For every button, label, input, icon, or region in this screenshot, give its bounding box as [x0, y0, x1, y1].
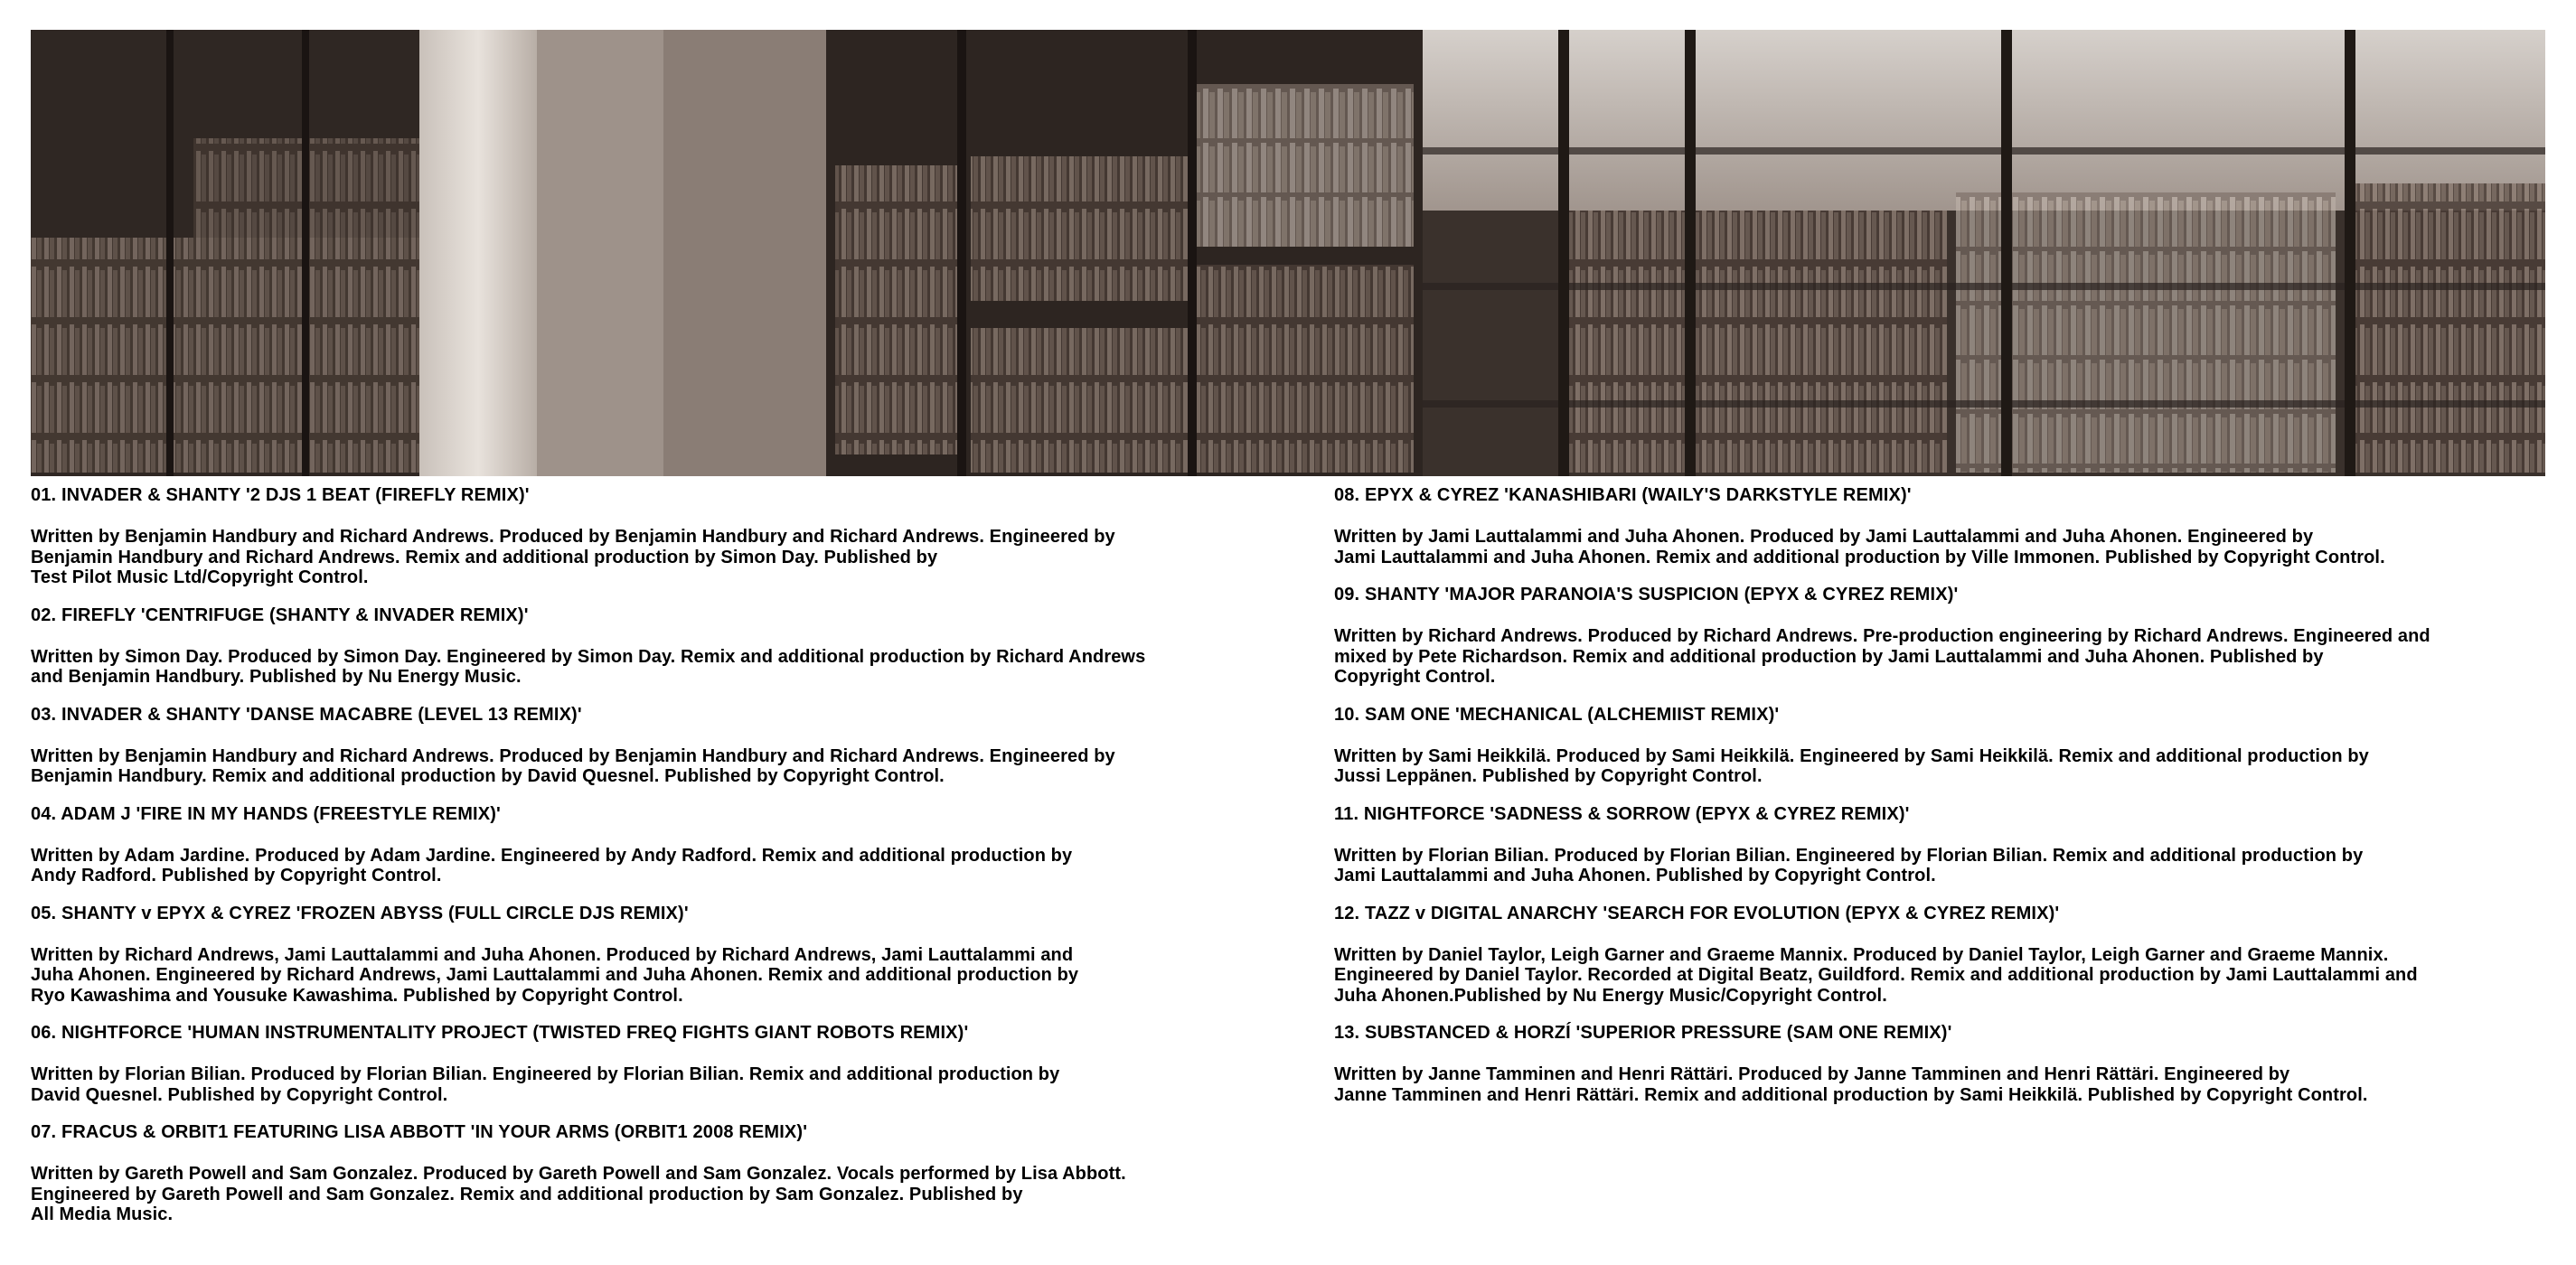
track-credits: Written by Richard Andrews, Jami Lauttalammi and Juha Ahonen. Produced by Richard Andrews, Jami Lauttalammi and Juha Ahonen. Engineered by Richard Andrews, Jami Lauttalammi and Juha Ahonen. Remix and additional production by Ryo Kawashima and Yousuke Kawashima. Published by Copyright Control. — [31, 944, 1079, 1006]
track-entry — [31, 1122, 1332, 1225]
track-entry — [31, 485, 1332, 588]
track-credits: Written by Gareth Powell and Sam Gonzalez. Produced by Gareth Powell and Sam Gonzalez. Vocals performed by Lisa Abbott. Engineered by Gareth Powell and Sam Gonzalez. Remix and additional production by Sam Gonzalez. Published by All Media Music. — [31, 1164, 1126, 1224]
track-credits: Written by Florian Bilian. Produced by Florian Bilian. Engineered by Florian Bilian. Remix and additional production by David Quesnel. Published by Copyright Control. — [31, 1064, 1060, 1105]
track-title: 11. NIGHTFORCE 'SADNESS & SORROW (EPYX & CYREZ REMIX)' — [1334, 803, 1910, 824]
track-credits: Written by Janne Tamminen and Henri Rättäri. Produced by Janne Tamminen and Henri Rättäri. Engineered by Janne Tamminen and Henri Rättäri. Remix and additional production by Sami Heikkilä. Published by Copyright Control. — [1334, 1064, 2368, 1105]
track-list-right — [1334, 485, 2554, 1122]
track-entry — [1334, 1023, 2554, 1105]
track-credits: Written by Jami Lauttalammi and Juha Ahonen. Produced by Jami Lauttalammi and Juha Ahonen. Engineered by Jami Lauttalammi and Juha Ahonen. Remix and additional production by Ville Immonen. Published by Copyright Control. — [1334, 527, 2385, 567]
track-title: 02. FIREFLY 'CENTRIFUGE (SHANTY & INVADER REMIX)' — [31, 604, 529, 625]
track-title: 01. INVADER & SHANTY '2 DJS 1 BEAT (FIREFLY REMIX)' — [31, 485, 530, 505]
track-credits: Written by Daniel Taylor, Leigh Garner and Graeme Mannix. Produced by Daniel Taylor, Leigh Garner and Graeme Mannix. Engineered by Daniel Taylor. Recorded at Digital Beatz, Guildford. Remix and additional production by Jami Lauttalammi and Juha Ahonen.Published by Nu Energy Music/Copyright Control. — [1334, 944, 2418, 1006]
track-entry — [31, 804, 1332, 886]
library-bookshelves-photo — [31, 30, 2545, 476]
track-title: 10. SAM ONE 'MECHANICAL (ALCHEMIIST REMIX)' — [1334, 704, 1780, 725]
track-entry — [31, 904, 1332, 1007]
track-list-left — [31, 485, 1332, 1242]
track-credits: Written by Richard Andrews. Produced by Richard Andrews. Pre-production engineering by Richard Andrews. Engineered and mixed by Pete Richardson. Remix and additional production by Jami Lauttalammi and Juha Ahonen. Published by Copyright Control. — [1334, 626, 2430, 687]
track-entry — [1334, 705, 2554, 787]
track-credits: Written by Sami Heikkilä. Produced by Sami Heikkilä. Engineered by Sami Heikkilä. Remix and additional production by Jussi Leppänen. Published by Copyright Control. — [1334, 745, 2369, 786]
track-entry — [1334, 904, 2554, 1007]
track-entry — [1334, 804, 2554, 886]
track-title: 04. ADAM J 'FIRE IN MY HANDS (FREESTYLE REMIX)' — [31, 803, 501, 824]
track-entry — [31, 705, 1332, 787]
track-entry — [1334, 585, 2554, 688]
track-entry — [1334, 485, 2554, 567]
track-title: 07. FRACUS & ORBIT1 FEATURING LISA ABBOTT 'IN YOUR ARMS (ORBIT1 2008 REMIX)' — [31, 1122, 808, 1142]
track-title: 13. SUBSTANCED & HORZÍ 'SUPERIOR PRESSURE (SAM ONE REMIX)' — [1334, 1023, 1952, 1043]
track-entry — [31, 605, 1332, 688]
track-credits: Written by Benjamin Handbury and Richard Andrews. Produced by Benjamin Handbury and Richard Andrews. Engineered by Benjamin Handbury. Remix and additional production by David Quesnel. Published by Copyright Control. — [31, 745, 1115, 786]
track-title: 06. NIGHTFORCE 'HUMAN INSTRUMENTALITY PROJECT (TWISTED FREQ FIGHTS GIANT ROBOTS REMIX)' — [31, 1023, 969, 1043]
track-title: 05. SHANTY v EPYX & CYREZ 'FROZEN ABYSS (FULL CIRCLE DJS REMIX)' — [31, 903, 689, 923]
track-title: 09. SHANTY 'MAJOR PARANOIA'S SUSPICION (EPYX & CYREZ REMIX)' — [1334, 585, 1959, 604]
track-credits: Written by Florian Bilian. Produced by Florian Bilian. Engineered by Florian Bilian. Remix and additional production by Jami Lauttalammi and Juha Ahonen. Published by Copyright Control. — [1334, 845, 2364, 886]
track-credits: Written by Adam Jardine. Produced by Adam Jardine. Engineered by Andy Radford. Remix and additional production by Andy Radford. Published by Copyright Control. — [31, 845, 1073, 886]
track-title: 12. TAZZ v DIGITAL ANARCHY 'SEARCH FOR EVOLUTION (EPYX & CYREZ REMIX)' — [1334, 903, 2060, 923]
track-title: 08. EPYX & CYREZ 'KANASHIBARI (WAILY'S DARKSTYLE REMIX)' — [1334, 485, 1912, 505]
track-title: 03. INVADER & SHANTY 'DANSE MACABRE (LEVEL 13 REMIX)' — [31, 704, 582, 725]
track-credits: Written by Benjamin Handbury and Richard Andrews. Produced by Benjamin Handbury and Richard Andrews. Engineered by Benjamin Handbury and Richard Andrews. Remix and additional production by Simon Day. Published by Test Pilot Music Ltd/Copyright Control. — [31, 527, 1115, 587]
track-credits: Written by Simon Day. Produced by Simon Day. Engineered by Simon Day. Remix and additional production by Richard Andrews and Benjamin Handbury. Published by Nu Energy Music. — [31, 646, 1146, 687]
track-entry — [31, 1023, 1332, 1105]
